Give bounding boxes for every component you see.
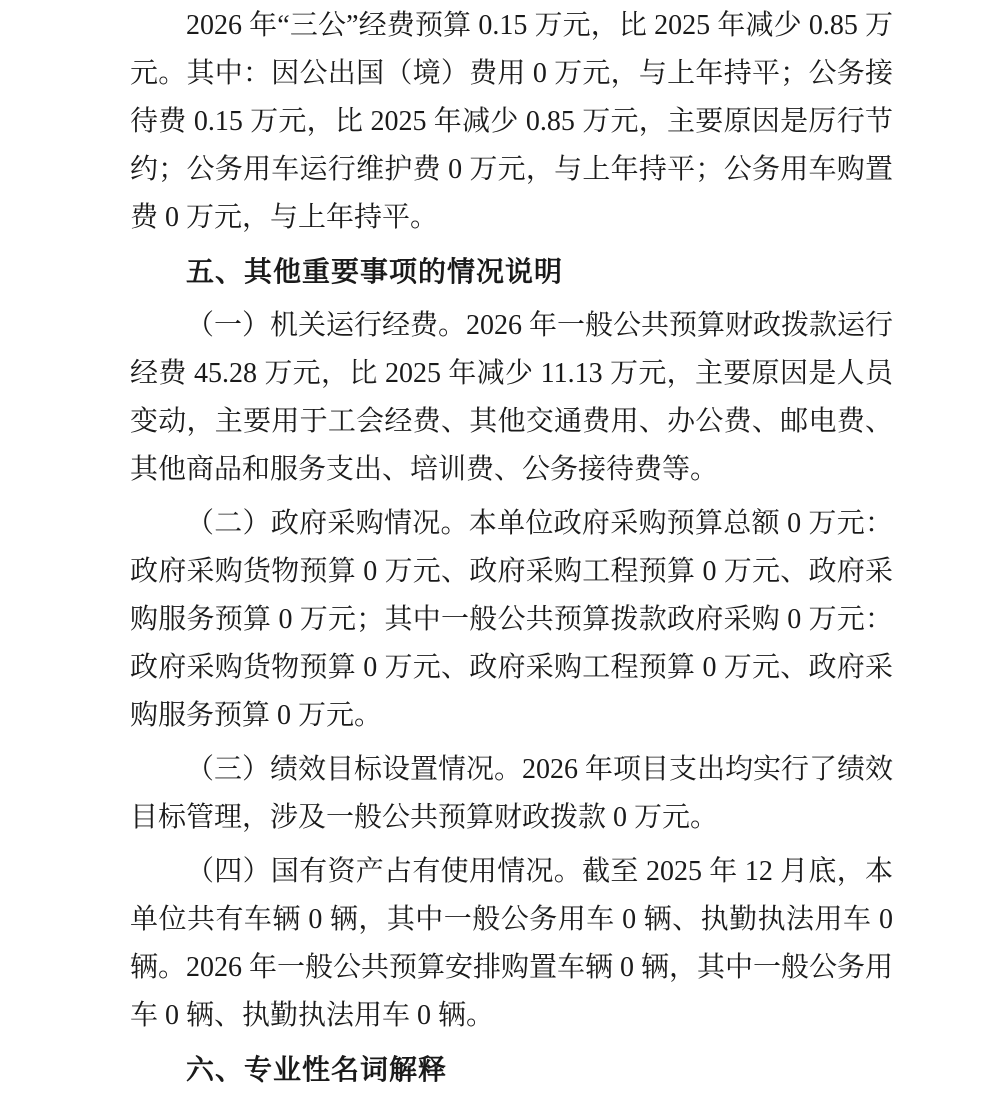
- para-state-owned-assets: （四）国有资产占有使用情况。截至 2025 年 12 月底，本单位共有车辆 0 辆，其中一般公务用车 0 辆、执勤执法用车 0 辆。2026 年一般公共预算安排购置车辆 0 辆，其中一般公务用车 0 辆、执勤执法用车 0 辆。: [130, 856, 894, 1031]
- para-government-procurement: （二）政府采购情况。本单位政府采购预算总额 0 万元：政府采购货物预算 0 万元、政府采购工程预算 0 万元、政府采购服务预算 0 万元；其中一般公共预算拨款政府采购 0 万元：政府采购货物预算 0 万元、政府采购工程预算 0 万元、政府采购服务预算 0 万元。: [130, 508, 893, 731]
- para-agency-operating-expenses: （一）机关运行经费。2026 年一般公共预算财政拨款运行经费 45.28 万元，比 2025 年减少 11.13 万元，主要原因是人员变动，主要用于工会经费、其他交通费用、办公费、邮电费、其他商品和服务支出、培训费、公务接待费等。: [130, 310, 894, 485]
- para-performance-targets: （三）绩效目标设置情况。2026 年项目支出均实行了绩效目标管理，涉及一般公共预算财政拨款 0 万元。: [130, 754, 894, 833]
- heading-section-six-terminology: 六、专业性名词解释: [186, 1054, 448, 1085]
- document-body: [130, 2, 893, 1094]
- heading-section-five-other-important-matters: 五、其他重要事项的情况说明: [186, 256, 564, 287]
- para-three-public-funds: 2026 年“三公”经费预算 0.15 万元，比 2025 年减少 0.85 万元。其中：因公出国（境）费用 0 万元，与上年持平；公务接待费 0.15 万元，比 2025 年减少 0.85 万元，主要原因是厉行节约；公务用车运行维护费 0 万元，与上年持平；公务用车购置费 0 万元，与上年持平。: [130, 10, 893, 233]
